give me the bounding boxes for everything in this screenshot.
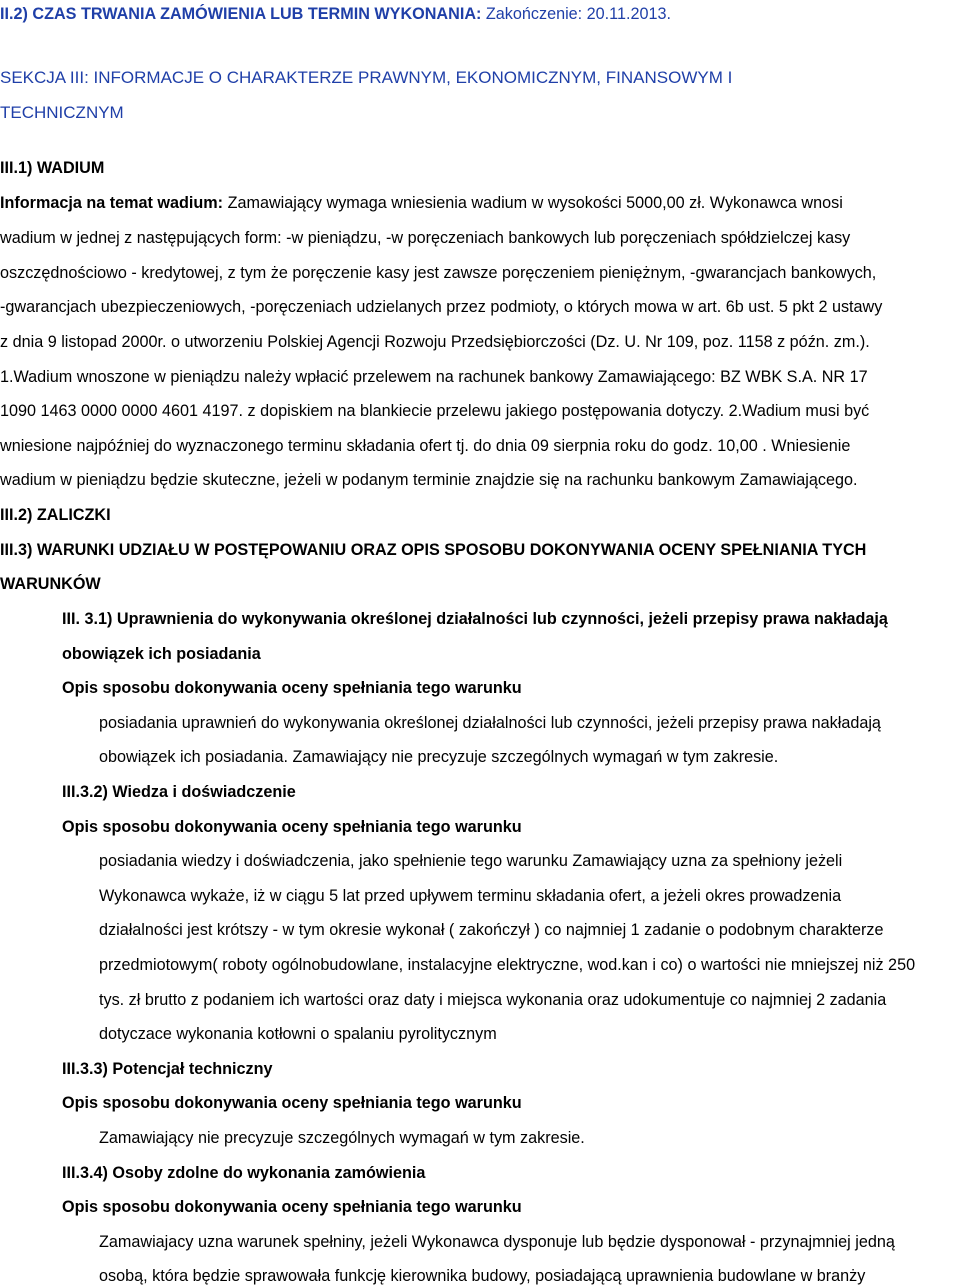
warunki-heading-line2: WARUNKÓW [0, 575, 101, 593]
w32-line-2: Wykonawca wykaże, iż w ciągu 5 lat przed upływem terminu składania ofert, a jeżeli okres prowadzenia [99, 887, 842, 905]
wadium-heading: III.1) WADIUM [0, 159, 105, 177]
wadium-line-8: wniesione najpóźniej do wyznaczonego terminu składania ofert tj. do dnia 09 sierpnia roku do godz. 10,00 . Wniesienie [0, 437, 851, 455]
w34-heading: III.3.4) Osoby zdolne do wykonania zamówienia [62, 1164, 426, 1182]
w32-heading: III.3.2) Wiedza i doświadczenie [62, 783, 296, 801]
w31-line-2: obowiązek ich posiadania. Zamawiający nie precyzuje szczególnych wymagań w tym zakresie. [99, 748, 779, 766]
wadium-line-4: -gwarancjach ubezpieczeniowych, -poręczeniach udzielanych przez podmioty, o których mowa w art. 6b ust. 5 pkt 2 ustawy [0, 298, 883, 316]
wadium-line-7: 1090 1463 0000 0000 4601 4197. z dopiskiem na blankiecie przelewu jakiego postępowania dotyczy. 2.Wadium musi być [0, 402, 870, 420]
w33-line-1: Zamawiający nie precyzuje szczególnych wymagań w tym zakresie. [99, 1129, 585, 1147]
w33-opis-label: Opis sposobu dokonywania oceny spełniania tego warunku [62, 1094, 522, 1112]
w33-heading: III.3.3) Potencjał techniczny [62, 1060, 273, 1078]
w32-line-3: działalności jest krótszy - w tym okresie wykonał ( zakończył ) co najmniej 1 zadanie o podobnym charakterze [99, 921, 884, 939]
w32-line-1: posiadania wiedzy i doświadczenia, jako spełnienie tego warunku Zamawiający uzna za spełniony jeżeli [99, 852, 843, 870]
wadium-info-label: Informacja na temat wadium: [0, 194, 224, 212]
warunki-heading-line1: III.3) WARUNKI UDZIAŁU W POSTĘPOWANIU ORAZ OPIS SPOSOBU DOKONYWANIA OCENY SPEŁNIANIA TYCH [0, 541, 867, 559]
section-3-title-line2: TECHNICZNYM [0, 103, 124, 122]
w32-line-5: tys. zł brutto z podaniem ich wartości oraz daty i miejsca wykonania oraz udokumentuje co najmniej 2 zadania [99, 991, 887, 1009]
wadium-line-9: wadium w pieniądzu będzie skuteczne, jeżeli w podanym terminie znajdzie się na rachunku bankowym Zamawiającego. [0, 471, 858, 489]
w31-opis-label: Opis sposobu dokonywania oceny spełniania tego warunku [62, 679, 522, 697]
wadium-line-2: wadium w jednej z następujących form: -w pieniądzu, -w poręczeniach bankowych lub poręczeniach spółdzielczej kasy [0, 229, 851, 247]
w31-heading-line2: obowiązek ich posiadania [62, 645, 261, 663]
wadium-line-6: 1.Wadium wnoszone w pieniądzu należy wpłacić przelewem na rachunek bankowy Zamawiającego: BZ WBK S.A. NR 17 [0, 368, 868, 386]
w32-opis-label: Opis sposobu dokonywania oceny spełniania tego warunku [62, 818, 522, 836]
section-2-2-value: Zakończenie: 20.11.2013. [481, 5, 671, 23]
section-2-2-label: II.2) CZAS TRWANIA ZAMÓWIENIA LUB TERMIN WYKONANIA: [0, 5, 482, 23]
zaliczki-heading: III.2) ZALICZKI [0, 506, 111, 524]
section-2-2-line [0, 4, 671, 24]
wadium-line-3: oszczędnościowo - kredytowej, z tym że poręczenie kasy jest zawsze poręczeniem pieniężnym, -gwarancjach bankowych, [0, 264, 877, 282]
w32-line-6: dotyczace wykonania kotłowni o spalaniu pyrolitycznym [99, 1025, 497, 1043]
w31-heading-line1: III. 3.1) Uprawnienia do wykonywania określonej działalności lub czynności, jeżeli przepisy prawa nakładają [62, 610, 888, 628]
w32-line-4: przedmiotowym( roboty ogólnobudowlane, instalacyjne elektryczne, wod.kan i co) o wartości nie mniejszej niż 250 [99, 956, 916, 974]
w31-line-1: posiadania uprawnień do wykonywania określonej działalności lub czynności, jeżeli przepisy prawa nakładają [99, 714, 881, 732]
section-3-title-line1: SEKCJA III: INFORMACJE O CHARAKTERZE PRAWNYM, EKONOMICZNYM, FINANSOWYM I [0, 68, 733, 87]
w34-line-1: Zamawiajacy uzna warunek spełniny, jeżeli Wykonawca dysponuje lub będzie dysponował - przynajmniej jedną [99, 1233, 895, 1251]
wadium-line-5: z dnia 9 listopad 2000r. o utworzeniu Polskiej Agencji Rozwoju Przedsiębiorczości (Dz. U. Nr 109, poz. 1158 z późn. zm.). [0, 333, 870, 351]
wadium-info-text: Zamawiający wymaga wniesienia wadium w wysokości 5000,00 zł. Wykonawca wnosi [223, 194, 843, 212]
wadium-line-1 [0, 193, 843, 213]
w34-opis-label: Opis sposobu dokonywania oceny spełniania tego warunku [62, 1198, 522, 1216]
w34-line-2: osobą, która będzie sprawowała funkcję kierownika budowy, posiadającą uprawnienia budowlane w branży [99, 1267, 866, 1285]
